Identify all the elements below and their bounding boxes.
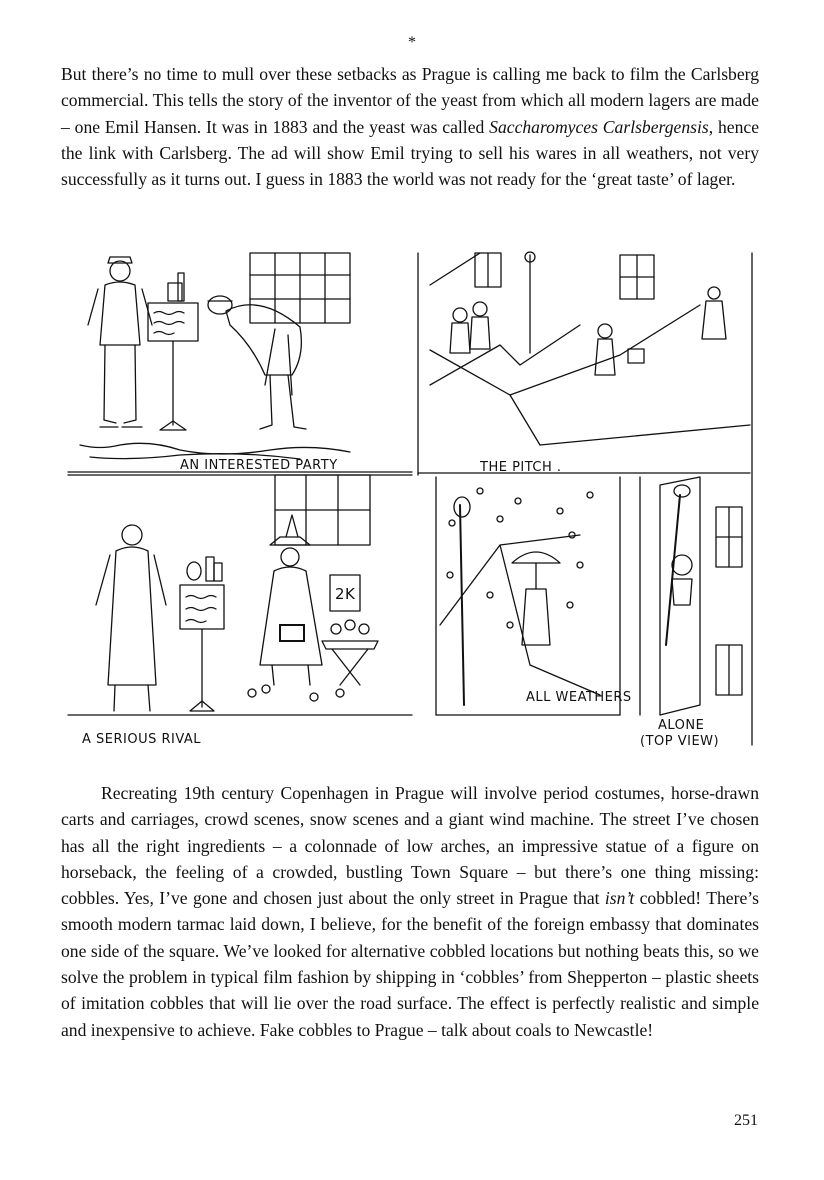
panel-alone-top-view [640,253,752,749]
rival-price-sign: 2K [335,585,356,603]
panel-serious-rival [68,475,412,747]
paragraph-copenhagen-italic: isn’t [604,888,635,909]
page-number: 251 [734,1112,758,1129]
paragraph-copenhagen [61,780,759,1043]
paragraph-intro-text-a: But there’s no time to mull over these setbacks as Prague is calling me back to film the Carlsberg commercial. This tells the story of the inventor of the yeast from which all modern lagers are made – one Emil Hansen. It was in 1883 and the yeast was called [61,64,759,137]
caption-alone: ALONE [658,718,705,733]
caption-all-weathers: ALL WEATHERS [526,690,632,705]
paragraph-intro [61,61,759,192]
panel-interested-party [68,253,412,475]
storyboard-svg [60,245,760,755]
section-separator: * [408,34,416,51]
paragraph-intro-text-b: , hence the link with Carlsberg. The ad will show Emil trying to sell his wares in all weathers, not very successfully as it turns out. I guess in 1883 the world was not ready for the ‘great taste’ of lager. [61,116,759,190]
caption-the-pitch: THE PITCH . [480,460,562,475]
caption-serious-rival: A SERIOUS RIVAL [82,732,202,747]
panel-the-pitch [418,252,750,475]
caption-interested-party: AN INTERESTED PARTY [180,458,338,473]
storyboard-sketches [60,245,760,755]
paragraph-copenhagen-text-a: Recreating 19th century Copenhagen in Prague will involve period costumes, horse-drawn carts and carriages, crowd scenes, snow scenes and a giant wind machine. The street I’ve chosen has all the right ingredients – a colonnade of low arches, an impressive statue of a figure on horseback, the feeling of a crowded, bustling Town Square – but there’s one thing missing: cobbles. Yes, I’ve gone and chosen just about the only street in Prague that [61,783,759,909]
paragraph-copenhagen-text-b: cobbled! There’s smooth modern tarmac laid down, I believe, for the benefit of the foreign embassy that dominates one side of the square. We’ve looked for alternative cobbled locations but nothing beats this, so we solve the problem in typical film fashion by shipping in ‘cobbles’ from Shepperton – plastic sheets of imitation cobbles that will lie over the road surface. The effect is perfectly realistic and simple and inexpensive to achieve. Fake cobbles to Prague – talk about coals to Newcastle! [61,888,759,1040]
panel-all-weathers [436,477,632,715]
paragraph-intro-italic: Saccharomyces Carlsbergensis [489,116,709,137]
caption-top-view: (TOP VIEW) [640,734,720,749]
